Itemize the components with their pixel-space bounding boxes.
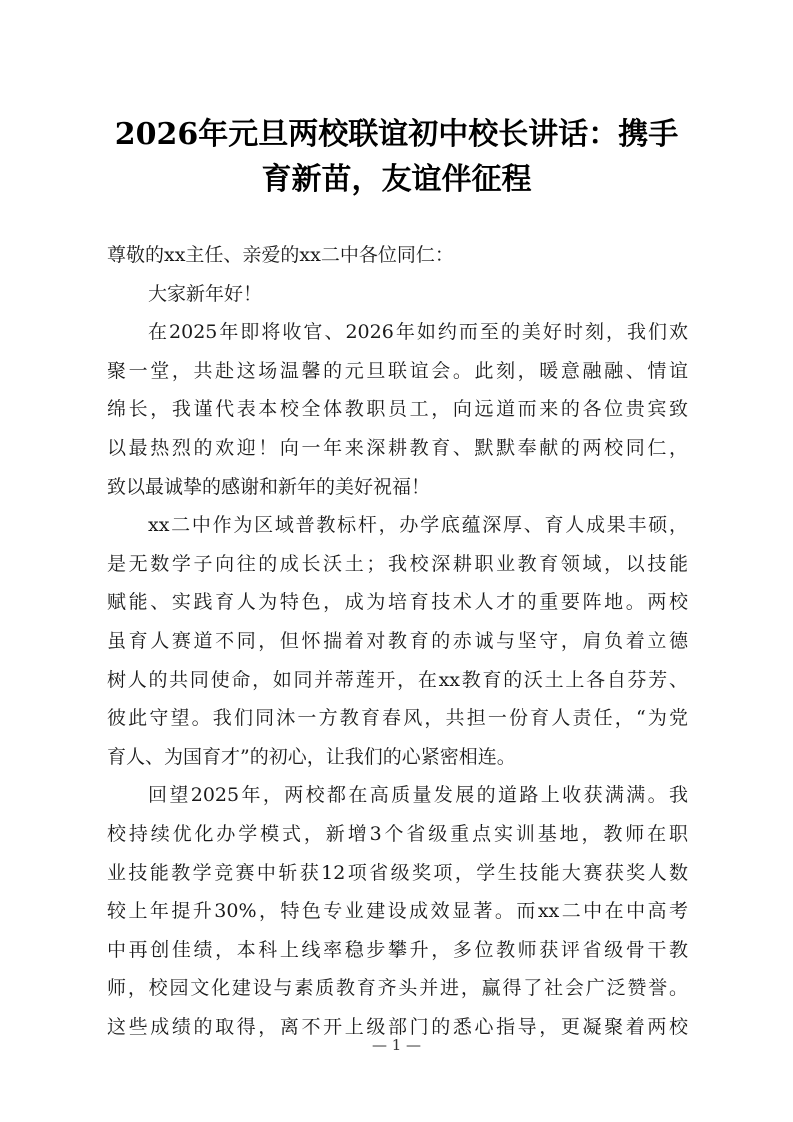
text-line: 较上年提升30%，特色专业建设成效显著。而xx二中在中高考 [107,900,688,923]
text-line: 大家新年好！ [148,282,263,305]
text-line: 校持续优化办学模式，新增3个省级重点实训基地，教师在职 [107,822,688,845]
text-line: 回望2025年，两校都在高质量发展的道路上收获满满。我 [148,784,688,807]
text-line: 是无数学子向往的成长沃土；我校深耕职业教育领域，以技能 [107,552,688,575]
text-line: 师，校园文化建设与素质教育齐头并进，赢得了社会广泛赞誉。 [107,977,688,1000]
text-line: 尊敬的xx主任、亲爱的xx二中各位同仁： [107,244,454,266]
text-line: 以最热烈的欢迎！向一年来深耕教育、默默奉献的两校同仁， [107,436,688,459]
title-line-2: 育新苗，友谊伴征程 [261,162,532,197]
paragraph-schools [107,506,688,776]
text-line: 致以最诚挚的感谢和新年的美好祝福！ [107,475,431,498]
page-number: — 1 — [371,1036,422,1054]
paragraph-review [107,776,688,1046]
text-line: 业技能教学竞赛中斩获12项省级奖项，学生技能大赛获奖人数 [107,861,688,884]
text-line: xx二中作为区域普教标杆，办学底蕴深厚、育人成果丰硕， [148,514,688,537]
document-title [90,112,703,202]
text-line: 赋能、实践育人为特色，成为培育技术人才的重要阵地。两校 [107,591,688,614]
text-line: 育人、为国育才”的初心，让我们的心紧密相连。 [107,745,516,768]
text-line: 彼此守望。我们同沐一方教育春风，共担一份育人责任，“为党 [107,707,688,730]
text-line: 虽育人赛道不同，但怀揣着对教育的赤诚与坚守，肩负着立德 [107,629,688,652]
paragraph-welcome [107,313,688,506]
text-line: 这些成绩的取得，离不开上级部门的悉心指导，更凝聚着两校 [107,1015,688,1038]
text-line: 在2025年即将收官、2026年如约而至的美好时刻，我们欢 [148,321,688,344]
greeting-paragraph [107,275,688,314]
text-line: 绵长，我谨代表本校全体教职员工，向远道而来的各位贵宾致 [107,398,688,421]
text-line: 树人的共同使命，如同并蒂莲开，在xx教育的沃土上各自芬芳、 [107,668,688,691]
text-line: 中再创佳绩，本科上线率稳步攀升，多位教师获评省级骨干教 [107,938,688,961]
salutation-paragraph [107,236,688,275]
document-body [107,236,688,1046]
text-line: 聚一堂，共赴这场温馨的元旦联谊会。此刻，暖意融融、情谊 [107,359,688,382]
title-line-1: 2026年元旦两校联谊初中校长讲话：携手 [114,117,679,152]
